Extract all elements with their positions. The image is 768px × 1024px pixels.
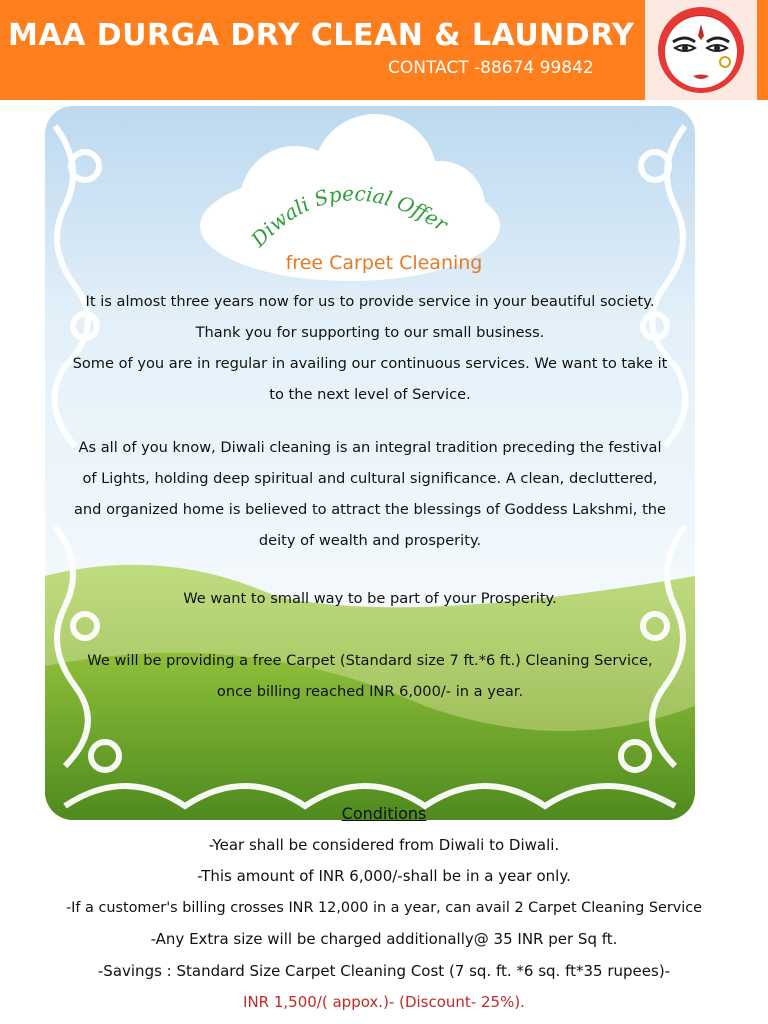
durga-face-icon bbox=[651, 2, 751, 98]
logo bbox=[645, 0, 757, 100]
offer-heading bbox=[245, 168, 465, 258]
prosperity-line: We want to small way to be part of your Prosperity. bbox=[183, 590, 557, 607]
condition-item: -If a customer's billing crosses INR 12,000 in a year, can avail 2 Carpet Cleaning Service bbox=[65, 899, 703, 916]
intro-line: It is almost three years now for us to provide service in your beautiful society. bbox=[85, 293, 655, 310]
offer-subheading: free Carpet Cleaning bbox=[285, 252, 483, 274]
business-title: MAA DURGA DRY CLEAN & LAUNDRY bbox=[8, 18, 635, 53]
offer-paragraph bbox=[30, 645, 710, 707]
contact-number: CONTACT -88674 99842 bbox=[388, 58, 594, 78]
intro-line: Thank you for supporting to our small business. bbox=[195, 324, 545, 341]
diwali-paragraph bbox=[30, 432, 710, 556]
condition-item: -Year shall be considered from Diwali to Diwali. bbox=[208, 835, 560, 854]
condition-item: -This amount of INR 6,000/-shall be in a year only. bbox=[197, 867, 571, 885]
prosperity-paragraph bbox=[30, 583, 710, 614]
diwali-line: deity of wealth and prosperity. bbox=[258, 532, 482, 549]
offer-line: We will be providing a free Carpet (Standard size 7 ft.*6 ft.) Cleaning Service, bbox=[87, 652, 653, 669]
intro-line: to the next level of Service. bbox=[269, 386, 471, 403]
condition-item: -Any Extra size will be charged additionally@ 35 INR per Sq ft. bbox=[150, 930, 618, 948]
header-banner bbox=[0, 0, 768, 100]
conditions-section bbox=[0, 798, 768, 1019]
diwali-line: and organized home is believed to attract the blessings of Goddess Lakshmi, the bbox=[73, 501, 667, 518]
offer-line: once billing reached INR 6,000/- in a year. bbox=[216, 683, 524, 700]
conditions-heading: Conditions bbox=[341, 804, 427, 823]
diwali-line: of Lights, holding deep spiritual and cultural significance. A clean, decluttered, bbox=[82, 470, 658, 487]
offer-heading-text: Diwali Special Offer bbox=[246, 181, 452, 252]
svg-text:Diwali Special Offer bbox=[246, 181, 454, 252]
savings-highlight: INR 1,500/( appox.)- (Discount- 25%). bbox=[243, 993, 525, 1011]
intro-paragraph bbox=[30, 286, 710, 410]
diwali-line: As all of you know, Diwali cleaning is an integral tradition preceding the festival bbox=[78, 439, 662, 456]
condition-item: -Savings : Standard Size Carpet Cleaning Cost (7 sq. ft. *6 sq. ft*35 rupees)- bbox=[97, 961, 671, 980]
intro-line: Some of you are in regular in availing our continuous services. We want to take it bbox=[72, 355, 668, 372]
